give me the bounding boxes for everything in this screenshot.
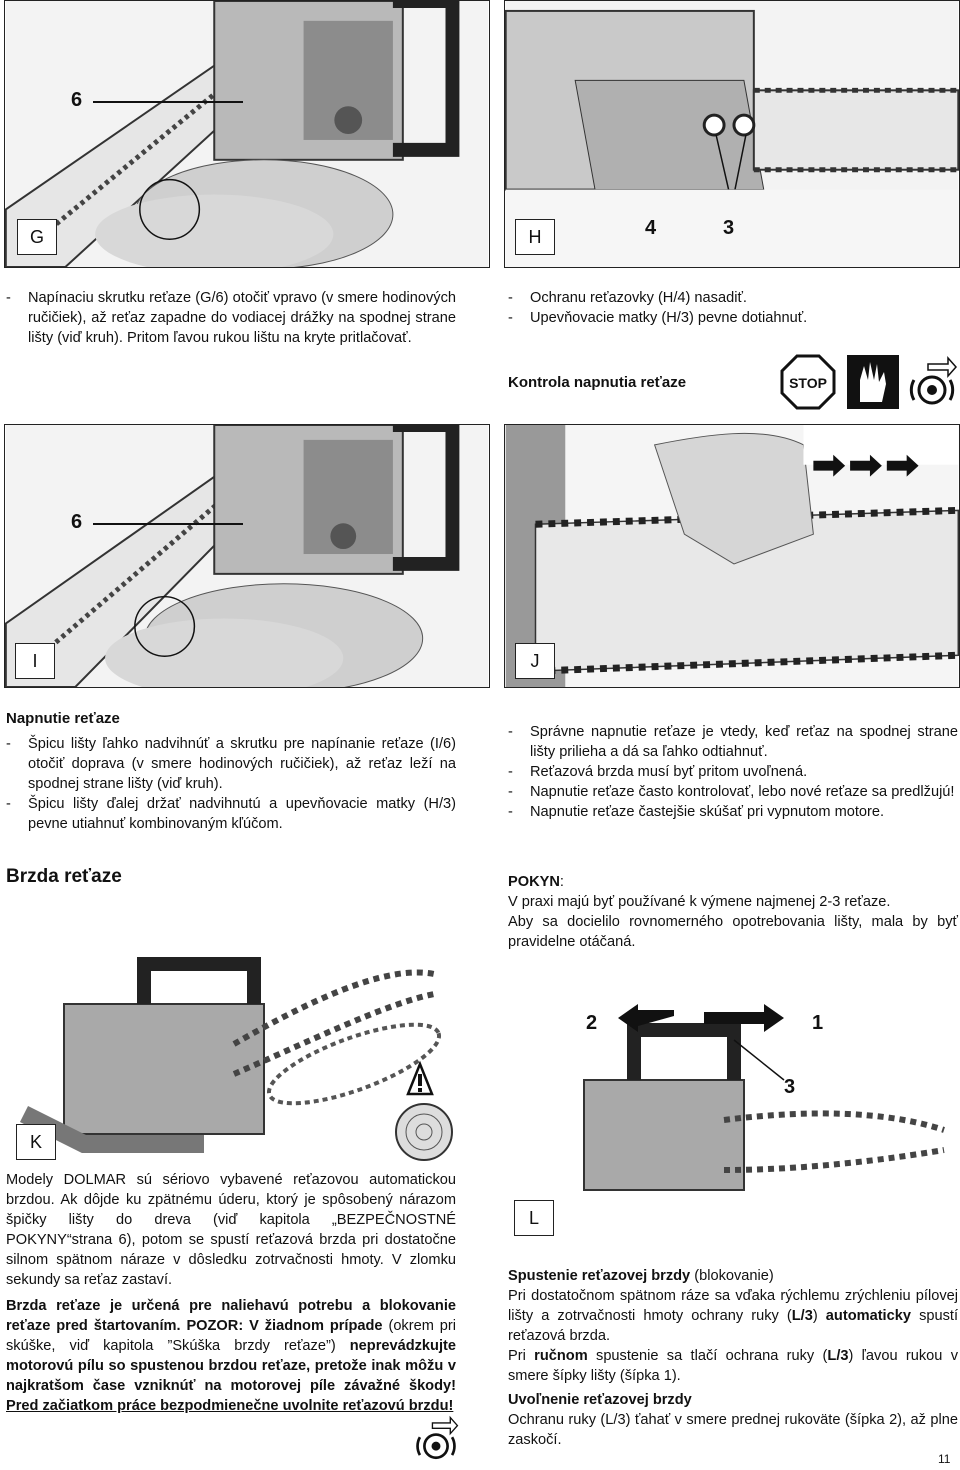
glove-icon: [846, 354, 900, 410]
callout-3: 3: [723, 217, 735, 239]
figure-label-h: H: [515, 219, 555, 255]
chain-brake-icon: [906, 354, 958, 410]
figure-i: [4, 424, 490, 688]
figure-label-j: J: [515, 643, 555, 679]
figure-i-photo: [5, 425, 489, 687]
kontrola-title: Kontrola napnutia reťaze: [508, 374, 687, 391]
figure-l: [504, 980, 960, 1240]
g-instructions: - Napínaciu skrutku reťaze (G/6) otočiť vpravo (v smere hodinových ručičiek), až reťaz zapadne do vodiacej drážky na spodnej strane lišty (viď kruh). Pritom ľavou rukou lištu na kryte pritlačovať.: [6, 290, 456, 346]
pokyn-label: POKYN: [508, 874, 560, 890]
figure-label-l: L: [514, 1200, 554, 1236]
callout-line: [93, 101, 243, 103]
k-text: Modely DOLMAR sú sériovo vybavené reťazovou automatickou brzdou. Ak dôjde ku zpätnému úderu, ktorý je spôsobený nárazom špičky lišty do dreva (viď kapitola „BEZPEČNOSTNÉ POKYNY“strana 6), potom se spustí reťazová brzda pri dostatočne silnom spätnom náraze v dôsledku zotrvačnosti hmoty. V zlomku sekundy sa reťaz zastaví. Brzda reťaze je určená pre naliehavú potrebu a blokovanie reťaze pred štartovaním. POZOR: V žiadnom prípade (okrem pri skúške, viď kapitola ”Skúška brzdy reťaze”) neprevádzkujte motorovú pílu so spustenou brzdou reťaze, pretože inak môžu v najkratšom čase vzniknúť na motorovej píle závažné škody! Pred začiatkom práce bezpodmienečne uvolnite reťazovú brzdu!: [6, 1172, 456, 1414]
callout-2: 2: [586, 1012, 598, 1034]
spustenie-text: Spustenie reťazovej brzdy (blokovanie) Pri dostatočnom spätnom ráze sa vďaka rýchlemu zrýchleniu pílovej lišty a zotrvačnosti hmoty ochrany ruky (L/3) automaticky spustí reťazová brzda. Pri ručnom spustenie sa tlačí ochrana ruky (L/3) ľavou rukou v smere šípky lišty (šípka 1). Uvoľnenie reťazovej brzdy Ochranu ruky (L/3) ťahať v smere prednej rukoväte (šípka 2), až plne zaskočí.: [508, 1268, 959, 1448]
h-instructions: - Ochranu reťazovky (H/4) nasadiť. - Upevňovacie matky (H/3) pevne dotiahnuť.: [508, 290, 808, 326]
callout-6: 6: [71, 89, 83, 111]
figure-g: [4, 0, 490, 268]
figure-label-k: K: [16, 1124, 56, 1160]
callout-6: 6: [71, 511, 83, 533]
figure-l-photo: [504, 980, 960, 1240]
callout-4: 4: [645, 217, 657, 239]
page-number: 11: [938, 1452, 951, 1466]
j-list: - Správne napnutie reťaze je vtedy, keď reťaz na spodnej strane lišty prilieha a dá sa ľahko odtiahnuť. - Reťazová brzda musí byť pritom uvoľnená. - Napnutie reťaze často kontrolovať, lebo nové reťaze sa predlžujú! - Napnutie reťaze častejšie skúšať pri vypnutom motore.: [508, 724, 958, 820]
stop-text: STOP: [789, 375, 827, 391]
figure-k: [4, 944, 490, 1162]
brzda-title: Brzda reťaze: [6, 866, 122, 887]
napnutie-title: Napnutie reťaze: [6, 710, 120, 727]
stop-sign-icon: [780, 354, 836, 410]
figure-label-g: G: [17, 219, 57, 255]
pokyn-block: POKYN: V praxi majú byť používané k výmene najmenej 2-3 reťaze. Aby sa docielilo rovnomerného opotrebovania lišty, mala by byť pravidelne otáčaná.: [508, 874, 958, 950]
callout-1: 1: [812, 1012, 824, 1034]
chain-brake-icon: [412, 1414, 460, 1464]
callout-line: [93, 523, 243, 525]
figure-label-i: I: [15, 643, 55, 679]
figure-j: [504, 424, 960, 688]
callout-3: 3: [784, 1076, 796, 1098]
figure-j-photo: [505, 425, 959, 687]
figure-k-photo: [4, 944, 490, 1162]
figure-h: [504, 0, 960, 268]
figure-g-photo: [5, 1, 489, 267]
napnutie-list: - Špicu lišty ľahko nadvihnúť a skrutku pre napínanie reťaze (I/6) otočiť doprava (v smere hodinových ručičiek), až reťaz leží na spodnej strane lišty (viď kruh). - Špicu lišty ďalej držať nadvihnutú a upevňovacie matky (H/3) pevne utiahnuť kombinovaným kľúčom.: [6, 736, 456, 832]
